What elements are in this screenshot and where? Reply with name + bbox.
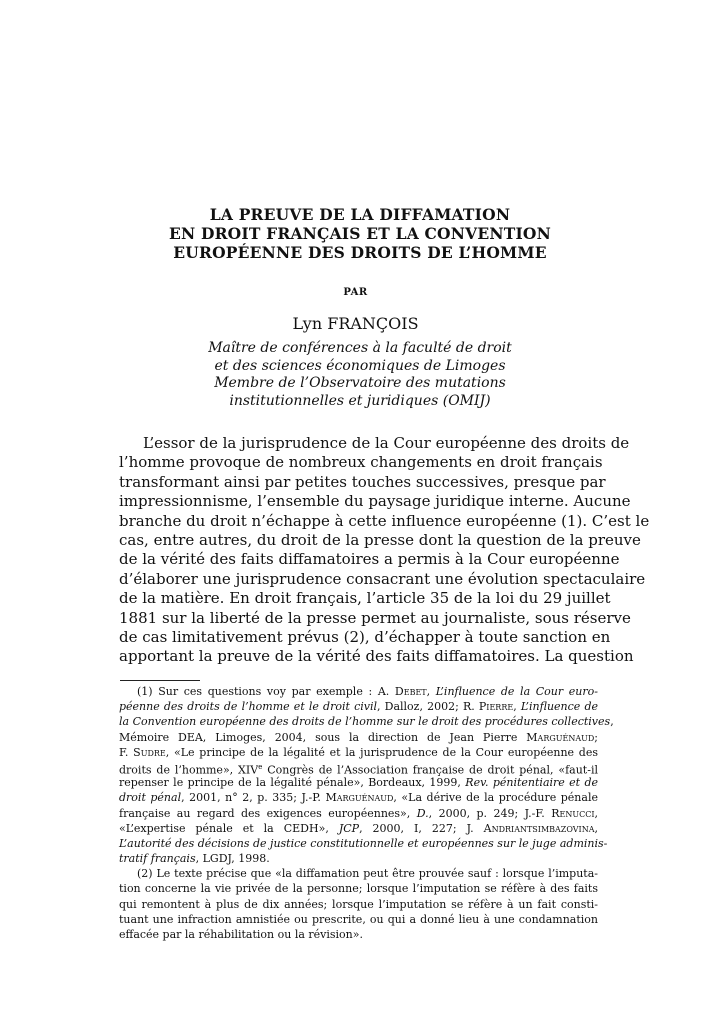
footnote-1-line: tratif français, LGDJ, 1998. <box>119 852 270 866</box>
body-line: branche du droit n’échappe à cette influence européenne (1). C’est le <box>119 511 650 530</box>
title-line: LA PREUVE DE LA DIFFAMATION <box>209 205 511 224</box>
title-line: EN DROIT FRANÇAIS ET LA CONVENTION <box>168 224 551 243</box>
body-line: transformant ainsi par petites touches successives, presque par <box>119 472 606 491</box>
affiliation-line: institutionnelles et juridiques (OMIJ) <box>229 392 491 409</box>
footnote-separator <box>120 680 200 681</box>
body-line: cas, entre autres, du droit de la presse dont la question de la preuve <box>119 530 641 549</box>
footnote-1-line: F. Sudre, «Le principe de la légalité et la jurisprudence de la Cour européenne des <box>119 745 598 759</box>
footnote-1-line: la Convention européenne des droits de l’homme sur le droit des procédures collectives, <box>119 715 614 729</box>
body-paragraph <box>119 434 650 667</box>
body-line: 1881 sur la liberté de la presse permet au journaliste, sous réserve <box>119 608 631 627</box>
footnote-1-line: repenser le principe de la légalité pénale», Bordeaux, 1999, Rev. pénitentiaire et de <box>119 776 599 790</box>
body-line: de la vérité des faits diffamatoires a permis à la Cour européenne <box>119 550 620 569</box>
affiliation-line: Membre de l’Observatoire des mutations <box>214 375 506 391</box>
footnote-2-line: effacée par la réhabilitation ou la révision». <box>119 928 363 941</box>
footnote-1-line: française au regard des exigences européennes», D., 2000, p. 249; J.-F. Renucci, <box>119 806 598 820</box>
author-affiliation <box>150 340 570 410</box>
affiliation-line: et des sciences économiques de Limoges <box>214 357 506 374</box>
author-name: Lyn FRANÇOIS <box>292 314 419 333</box>
body-line: apportant la preuve de la vérité des faits diffamatoires. La question <box>119 647 634 666</box>
body-line: l’homme provoque de nombreux changements en droit français <box>119 453 603 472</box>
footnote-1-line: péenne des droits de l’homme et le droit civil, Dalloz, 2002; R. Pierre, L’influence de <box>119 700 598 714</box>
body-line: impressionnisme, l’ensemble du paysage juridique interne. Aucune <box>119 492 631 511</box>
footnote-2-line: (2) Le texte précise que «la diffamation peut être prouvée sauf : lorsque l’imputa- <box>137 867 598 881</box>
footnote-1-line: «L’expertise pénale et la CEDH», JCP, 2000, I, 227; J. Andriantsimbazovina, <box>119 821 598 835</box>
body-line: L’essor de la jurisprudence de la Cour européenne des droits de <box>143 434 630 452</box>
body-line: d’élaborer une jurisprudence consacrant une évolution spectaculaire <box>119 569 646 588</box>
footnote-1-line: droit pénal, 2001, n° 2, p. 335; J.-P. Marguénaud, «La dérive de la procédure pénale <box>119 791 598 805</box>
footnote-2-line: qui remontent à plus de dix années; lorsque l’imputation se réfère à un fait consti- <box>119 897 598 911</box>
footnote-1-line: L’autorité des décisions de justice constitutionnelle et européennes sur le juge adminis- <box>119 836 608 850</box>
body-line: de la matière. En droit français, l’article 35 de la loi du 29 juillet <box>119 589 611 608</box>
title-line: EUROPÉENNE DES DROITS DE L’HOMME <box>173 243 547 262</box>
footnote-2-line: tion concerne la vie privée de la personne; lorsque l’imputation se réfère à des faits <box>119 882 598 896</box>
body-line: de cas limitativement prévus (2), d’échapper à toute sanction en <box>119 627 611 646</box>
footnote-1-line: Mémoire DEA, Limoges, 2004, sous la direction de Jean Pierre Marguénaud; <box>119 730 598 744</box>
affiliation-line: Maître de conférences à la faculté de droit <box>208 340 512 356</box>
article-title <box>100 205 620 262</box>
footnotes <box>119 684 614 942</box>
footnote-1-line: (1) Sur ces questions voy par exemple : A. Debet, L’influence de la Cour euro- <box>137 685 598 698</box>
by-label: PAR <box>343 287 368 298</box>
footnote-1-line: droits de l’homme», XIVe Congrès de l’Association française de droit pénal, «faut-il <box>119 762 598 777</box>
footnote-2-line: tuant une infraction amnistiée ou prescrite, ou qui a donné lieu à une condamnation <box>119 912 598 926</box>
